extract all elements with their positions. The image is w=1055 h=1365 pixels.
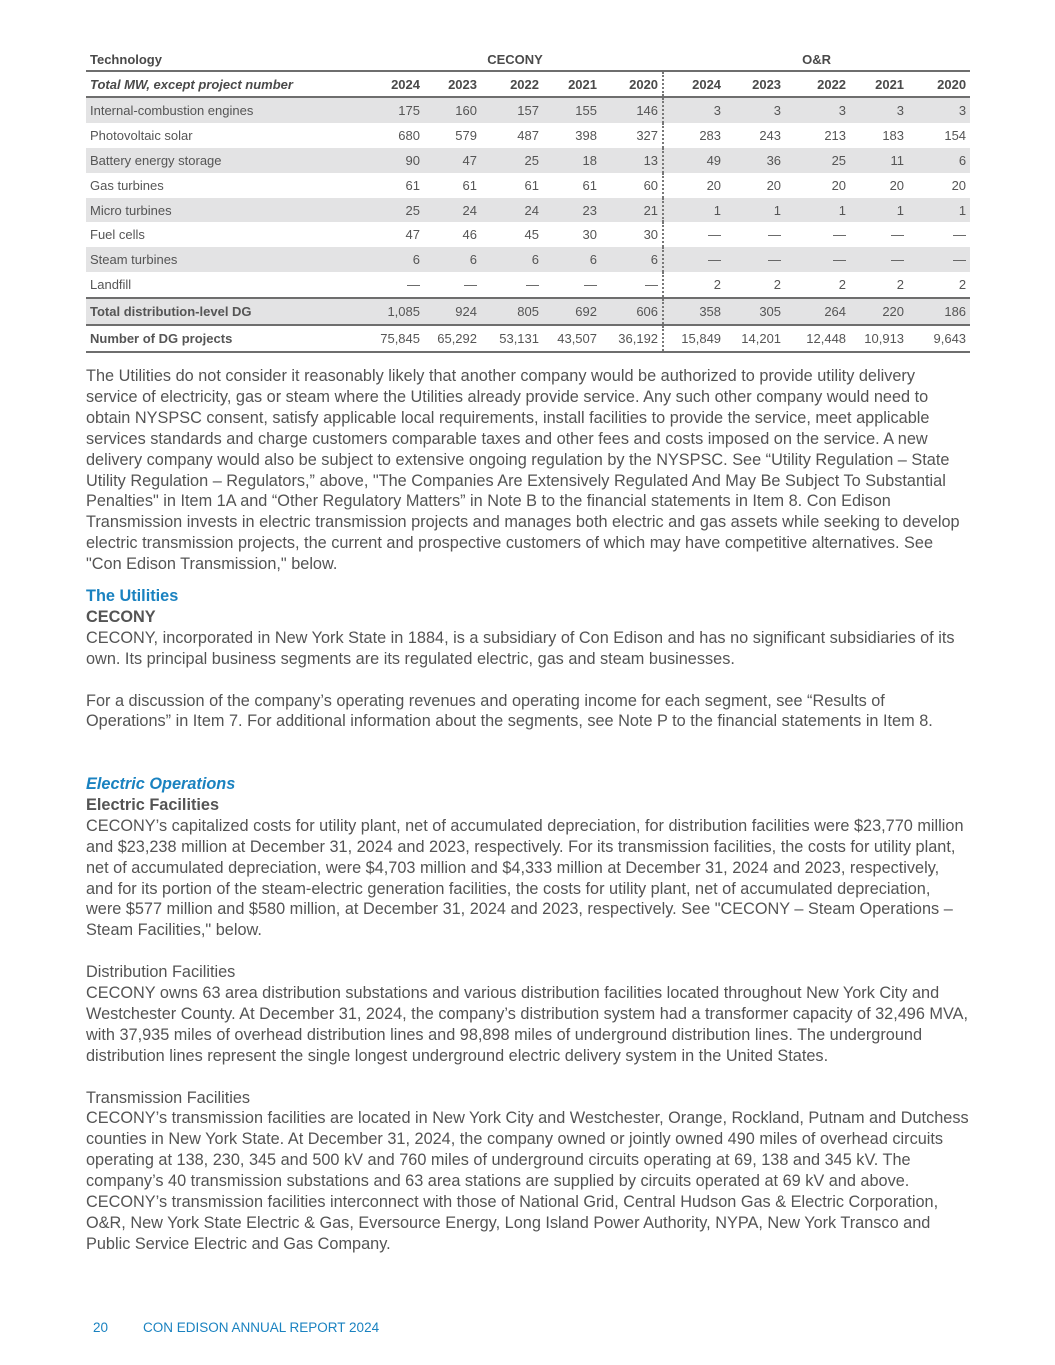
or-value-cell: 10,913	[850, 325, 908, 352]
or-value-cell: —	[850, 247, 908, 272]
table-row	[86, 247, 970, 272]
cecony-value-cell: 45	[524, 227, 539, 243]
or-value-cell: 183	[882, 127, 905, 143]
cecony-value-cell: 6	[481, 247, 543, 272]
cecony-value-cell: 398	[575, 127, 597, 143]
page-footer	[93, 1320, 379, 1335]
cecony-value-cell: —	[464, 277, 477, 293]
or-value-cell: 2	[773, 277, 782, 293]
or-value-cell: 12,448	[785, 325, 850, 352]
table-row	[86, 222, 970, 247]
cecony-value-cell: 327	[601, 123, 663, 148]
row-label: Internal-combustion engines	[86, 97, 367, 123]
cecony-value-cell: 175	[367, 97, 424, 123]
row-label: Gas turbines	[90, 177, 164, 193]
cecony-value-cell: 6	[367, 247, 424, 272]
or-value-cell: 15,849	[663, 325, 725, 352]
or-value-cell: —	[663, 247, 725, 272]
or-value-cell: —	[908, 247, 970, 272]
cecony-value-cell: 680	[398, 127, 420, 143]
cecony-value-cell: 90	[367, 148, 424, 173]
or-value-cell: 3	[908, 97, 970, 123]
or-value-cell: 243	[759, 127, 782, 143]
or-value-cell: 186	[908, 298, 970, 325]
electric-operations-section	[86, 774, 970, 1255]
or-value-cell: 49	[663, 148, 725, 173]
cecony-value-cell: 6	[543, 247, 601, 272]
or-value-cell: —	[708, 227, 722, 243]
report-title: CON EDISON ANNUAL REPORT 2024	[143, 1320, 380, 1335]
cecony-heading: CECONY	[86, 607, 156, 626]
projects-row	[86, 325, 970, 352]
units-subheader: Total MW, except project number	[86, 71, 367, 97]
or-value-cell: 1	[908, 198, 970, 223]
year-header: 2022	[481, 71, 543, 97]
cecony-value-cell: 46	[462, 227, 477, 243]
or-value-cell: 20	[766, 177, 782, 193]
year-header: 2023	[725, 71, 785, 97]
cecony-value-cell: —	[526, 277, 539, 293]
or-value-cell: 264	[785, 298, 850, 325]
or-value-cell: 25	[785, 148, 850, 173]
cecony-value-cell: 21	[601, 198, 663, 223]
or-value-cell: 1	[850, 198, 908, 223]
cecony-value-cell: 606	[601, 298, 663, 325]
year-header: 2020	[908, 71, 970, 97]
electric-facilities-paragraph: CECONY’s capitalized costs for utility plant, net of accumulated depreciation, for distribution facilities were $23,770 million and $23,238 million at December 31, 2024 and 2023, respectively. For its transmission facilities, the costs for utility plant, net of accumulated depreciation, were $4,703 million and $4,333 million at December 31, 2024 and 2023, respectively, and for its portion of the steam-electric generation facilities, the costs for utility plant, net of accumulated depreciation, were $577 million and $580 million, at December 31, 2024 and 2023, respectively. See "CECONY – Steam Operations – Steam Facilities," below.	[86, 816, 964, 940]
distribution-facilities-heading: Distribution Facilities	[86, 963, 236, 982]
cecony-value-cell: 61	[582, 177, 597, 193]
row-label: Battery energy storage	[86, 148, 367, 173]
or-value-cell: 2	[896, 277, 905, 293]
or-value-cell: 11	[850, 148, 908, 173]
cecony-value-cell: 18	[543, 148, 601, 173]
utilities-section	[86, 586, 970, 732]
cecony-value-cell: 24	[481, 198, 543, 223]
or-value-cell: 36	[725, 148, 785, 173]
cecony-value-cell: 23	[543, 198, 601, 223]
cecony-value-cell: 1,085	[367, 298, 424, 325]
or-value-cell: 305	[725, 298, 785, 325]
cecony-value-cell: 25	[367, 198, 424, 223]
cecony-value-cell: 47	[424, 148, 481, 173]
cecony-value-cell: 60	[601, 173, 663, 198]
table-row	[86, 148, 970, 173]
cecony-value-cell: 487	[517, 127, 539, 143]
cecony-paragraph: CECONY, incorporated in New York State in 1884, is a subsidiary of Con Edison and has no significant subsidiaries of its own. Its principal business segments are its regulated electric, gas and steam businesses.	[86, 628, 955, 668]
cecony-value-cell: 924	[424, 298, 481, 325]
document-page	[86, 48, 970, 1253]
transmission-facilities-paragraph: CECONY’s transmission facilities are located in New York City and Westchester, Orange, Rockland, Putnam and Dutchess counties in New York State. At December 31, 2024, the company owned or jointly owned 490 miles of overhead circuits operating at 138, 230, 345 and 500 kV and 760 miles of underground circuits operating at 69, 138 and 345 kV. The company’s 40 transmission substations and 63 area stations are supplied by circuits operated at 69 kV and above. CECONY’s transmission facilities interconnect with those of National Grid, Central Hudson Gas & Electric Corporation, O&R, New York State Electric & Gas, Eversource Energy, Long Island Power Authority, NYPA, New York Transco and Public Service Electric and Gas Company.	[86, 1109, 969, 1253]
or-group-header: O&R	[663, 48, 970, 71]
table-row	[86, 173, 970, 198]
year-header: 2021	[543, 71, 601, 97]
cecony-value-cell: 61	[462, 177, 477, 193]
or-value-cell: 2	[713, 277, 722, 293]
cecony-value-cell: 146	[601, 97, 663, 123]
or-value-cell: —	[768, 227, 782, 243]
cecony-value-cell: 30	[601, 222, 663, 247]
or-value-cell: 20	[831, 177, 847, 193]
cecony-value-cell: 692	[543, 298, 601, 325]
distribution-facilities-paragraph: CECONY owns 63 area distribution substations and various distribution facilities located throughout New York City and Westchester County. At December 31, 2024, the company’s distribution system had a transformer capacity of 32,496 MVA, with 37,935 miles of overhead distribution lines and 98,898 miles of underground distribution lines. The underground distribution lines represent the single longest underground electric delivery system in the United States.	[86, 984, 969, 1065]
or-value-cell: —	[891, 227, 905, 243]
row-label: Landfill	[90, 277, 132, 293]
cecony-value-cell: 13	[601, 148, 663, 173]
or-value-cell: —	[833, 227, 847, 243]
or-value-cell: 1	[725, 198, 785, 223]
distributed-generation-table	[86, 48, 970, 353]
or-value-cell: —	[785, 247, 850, 272]
electric-operations-heading: Electric Operations	[86, 775, 236, 793]
or-value-cell: 20	[706, 177, 722, 193]
row-label: Total distribution-level DG	[86, 298, 367, 325]
or-value-cell: 358	[663, 298, 725, 325]
page-number: 20	[93, 1320, 109, 1335]
table-group-header-row	[86, 48, 970, 71]
year-header: 2021	[850, 71, 908, 97]
cecony-value-cell: 75,845	[367, 325, 424, 352]
or-value-cell: 6	[908, 148, 970, 173]
transmission-facilities-heading: Transmission Facilities	[86, 1088, 251, 1107]
cecony-value-cell: 6	[424, 247, 481, 272]
table-row	[86, 198, 970, 223]
cecony-value-cell: 579	[455, 127, 477, 143]
table-row	[86, 97, 970, 123]
or-value-cell: 1	[663, 198, 725, 223]
row-label: Number of DG projects	[86, 325, 367, 352]
cecony-value-cell: 30	[582, 227, 597, 243]
or-value-cell: 2	[838, 277, 847, 293]
or-value-cell: 213	[824, 127, 847, 143]
or-value-cell: —	[953, 227, 967, 243]
or-value-cell: 9,643	[908, 325, 970, 352]
cecony-value-cell: 36,192	[601, 325, 663, 352]
discussion-paragraph: For a discussion of the company’s operating revenues and operating income for each segment, see “Results of Operations” in Item 7. For additional information about the segments, see Note P to the financial statements in Item 8.	[86, 691, 933, 731]
table-row	[86, 272, 970, 298]
cecony-value-cell: 61	[524, 177, 539, 193]
or-value-cell: 3	[785, 97, 850, 123]
table-year-header-row	[86, 71, 970, 97]
cecony-value-cell: 65,292	[424, 325, 481, 352]
or-value-cell: 3	[850, 97, 908, 123]
row-label: Steam turbines	[86, 247, 367, 272]
competition-paragraph: The Utilities do not consider it reasonably likely that another company would be authorized to provide utility delivery service of electricity, gas or steam where the Utilities already provide service. Any such other company would need to obtain NYSPSC consent, satisfy applicable local requirements, install facilities to provide the service, meet applicable services standards and charge customers comparable taxes and other fees and costs imposed on the service. A new delivery company would also be subject to extensive ongoing regulation by the NYSPSC. See “Utility Regulation – State Utility Regulation – Regulators,” above, "The Companies Are Extensively Regulated And May Be Subject To Substantial Penalties" in Item 1A and “Other Regulatory Matters” in Note B to the financial statements in Item 8. Con Edison Transmission invests in electric transmission projects and manages both electric and gas assets while seeking to develop electric transmission projects, the current and prospective customers of which may have competitive alternatives. See "Con Edison Transmission," below.	[86, 367, 960, 574]
cecony-group-header: CECONY	[367, 48, 663, 71]
cecony-value-cell: 157	[481, 97, 543, 123]
table-row	[86, 123, 970, 148]
year-header: 2020	[601, 71, 663, 97]
cecony-value-cell: 160	[424, 97, 481, 123]
row-label: Micro turbines	[86, 198, 367, 223]
or-value-cell: —	[725, 247, 785, 272]
or-value-cell: 14,201	[725, 325, 785, 352]
row-label: Fuel cells	[90, 227, 145, 243]
cecony-value-cell: —	[601, 272, 663, 298]
or-value-cell: 20	[951, 177, 967, 193]
or-value-cell: 3	[663, 97, 725, 123]
cecony-value-cell: —	[584, 277, 597, 293]
cecony-value-cell: 53,131	[481, 325, 543, 352]
or-value-cell: 2	[958, 277, 967, 293]
cecony-value-cell: 155	[543, 97, 601, 123]
cecony-value-cell: 6	[601, 247, 663, 272]
utilities-heading: The Utilities	[86, 587, 179, 605]
or-value-cell: 220	[850, 298, 908, 325]
year-header: 2024	[663, 71, 725, 97]
or-value-cell: 3	[725, 97, 785, 123]
total-row	[86, 298, 970, 325]
cecony-value-cell: 25	[481, 148, 543, 173]
cecony-value-cell: 47	[405, 227, 420, 243]
technology-header: Technology	[86, 48, 367, 71]
or-value-cell: 1	[785, 198, 850, 223]
or-value-cell: 283	[699, 127, 722, 143]
cecony-value-cell: 43,507	[543, 325, 601, 352]
or-value-cell: 20	[889, 177, 905, 193]
or-value-cell: 154	[944, 127, 967, 143]
cecony-value-cell: 61	[405, 177, 420, 193]
cecony-value-cell: 805	[481, 298, 543, 325]
year-header: 2023	[424, 71, 481, 97]
cecony-value-cell: 24	[424, 198, 481, 223]
row-label: Photovoltaic solar	[90, 127, 193, 143]
year-header: 2024	[367, 71, 424, 97]
cecony-value-cell: —	[407, 277, 420, 293]
year-header: 2022	[785, 71, 850, 97]
electric-facilities-heading: Electric Facilities	[86, 795, 220, 814]
